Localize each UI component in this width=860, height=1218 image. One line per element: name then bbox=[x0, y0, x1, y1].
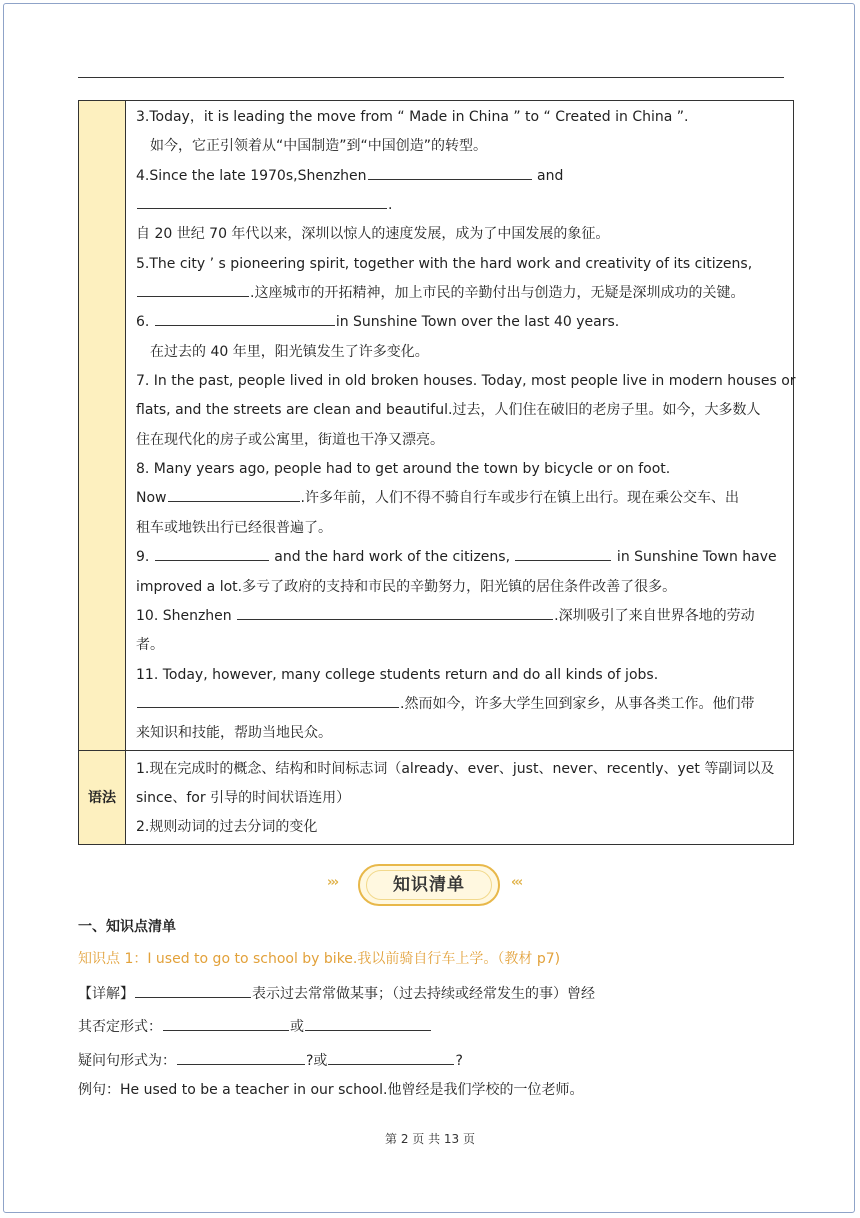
sentence-row bbox=[136, 543, 785, 572]
knowledge-point-title: 知识点 1：I used to go to school by bike.我以前骑自行车上学。（教材 p7) bbox=[78, 951, 561, 967]
answer-blank[interactable] bbox=[237, 605, 553, 620]
answer-blank[interactable] bbox=[155, 311, 335, 326]
sentence-row bbox=[136, 661, 785, 690]
sentence-row bbox=[136, 602, 785, 631]
row-text: in Sunshine Town have bbox=[612, 549, 777, 566]
sentence-row bbox=[136, 573, 785, 602]
row-text: flats, and the streets are clean and beautiful.过去，人们住在破旧的老房子里。如今，大多数人 bbox=[136, 402, 761, 419]
sentence-list bbox=[136, 101, 796, 750]
banner-title: 知识清单 bbox=[393, 875, 465, 895]
sentence-row bbox=[136, 162, 785, 191]
row-text: in Sunshine Town over the last 40 years. bbox=[335, 314, 620, 331]
sentence-row bbox=[136, 484, 785, 513]
sentence-row bbox=[136, 367, 796, 396]
row-text: and bbox=[532, 167, 564, 184]
row-text: 7. In the past, people lived in old broken houses. Today, most people live in modern houses or bbox=[136, 373, 796, 390]
sentence-row bbox=[136, 690, 785, 719]
negative-form-line bbox=[78, 1016, 432, 1036]
row-text: 10. Shenzhen bbox=[136, 607, 237, 624]
answer-blank[interactable] bbox=[135, 983, 251, 998]
detail-suffix: 表示过去常常做某事；（过去持续或经常发生的事）曾经 bbox=[252, 986, 595, 1002]
row-text: 5.The city ’ s pioneering spirit, together with the hard work and creativity of its citizens, bbox=[136, 255, 753, 272]
row-text: .然而如今，许多大学生回到家乡，从事各类工作。他们带 bbox=[400, 695, 755, 712]
grammar-content-cell bbox=[126, 750, 794, 844]
row-text: and the hard work of the citizens, bbox=[269, 549, 515, 566]
right-chevron-icon: ‹‹‹ bbox=[511, 875, 522, 890]
worksheet-content-cell bbox=[126, 101, 794, 751]
row-text: .许多年前，人们不得不骑自行车或步行在镇上出行。现在乘公交车、出 bbox=[300, 490, 739, 507]
answer-blank[interactable] bbox=[177, 1050, 305, 1065]
sentence-row bbox=[136, 308, 785, 337]
row-text: 3.Today，it is leading the move from “ Made in China ” to “ Created in China ”. bbox=[136, 109, 689, 125]
answer-blank[interactable] bbox=[137, 693, 399, 708]
section-banner bbox=[358, 864, 500, 906]
row-text: 6. bbox=[136, 314, 154, 331]
row-text: 11. Today, however, many college students return and do all kinds of jobs. bbox=[136, 666, 659, 683]
row-text: 如今，它正引领着从“中国制造”到“中国创造”的转型。 bbox=[150, 138, 488, 155]
sentence-row bbox=[136, 514, 785, 543]
detail-line bbox=[78, 983, 595, 1003]
header-rule bbox=[78, 77, 784, 78]
grammar-row: 2.规则动词的过去分词的变化 bbox=[136, 818, 318, 835]
answer-blank[interactable] bbox=[368, 165, 532, 180]
row-text: .这座城市的开拓精神，加上市民的辛勤付出与创造力，无疑是深圳成功的关键。 bbox=[250, 285, 745, 302]
row-text: 9. bbox=[136, 549, 154, 566]
question-prefix: 疑问句形式为： bbox=[78, 1053, 176, 1069]
grammar-list bbox=[136, 751, 785, 844]
sentence-row bbox=[136, 396, 785, 425]
question-or: ?或 bbox=[306, 1053, 328, 1069]
answer-blank[interactable] bbox=[163, 1016, 289, 1031]
left-chevron-icon: ››› bbox=[327, 875, 338, 890]
row-text: 8. Many years ago, people had to get around the town by bicycle or on foot. bbox=[136, 461, 671, 478]
sentence-row bbox=[136, 426, 785, 455]
row-text: improved a lot.多亏了政府的支持和市民的辛勤努力，阳光镇的居住条件改善了很多。 bbox=[136, 578, 677, 595]
negative-prefix: 其否定形式： bbox=[78, 1019, 162, 1035]
sentence-row bbox=[136, 455, 785, 484]
detail-prefix: 【详解】 bbox=[78, 986, 134, 1002]
row-text: . bbox=[388, 197, 393, 214]
grammar-label: 语法 bbox=[79, 750, 126, 844]
page-number: 第 2 页 共 13 页 bbox=[385, 1132, 475, 1146]
row-text: 自 20 世纪 70 年代以来，深圳以惊人的速度发展，成为了中国发展的象征。 bbox=[136, 226, 610, 243]
answer-blank[interactable] bbox=[515, 546, 611, 561]
negative-or: 或 bbox=[290, 1019, 304, 1035]
sentence-row bbox=[136, 220, 785, 249]
row-text: .深圳吸引了来自世界各地的劳动 bbox=[554, 607, 755, 624]
row-text: Now bbox=[136, 490, 167, 507]
question-form-line bbox=[78, 1050, 463, 1070]
question-end: ? bbox=[455, 1053, 463, 1069]
row-text: 在过去的 40 年里，阳光镇发生了许多变化。 bbox=[150, 343, 429, 360]
worksheet-side-cell bbox=[79, 101, 126, 751]
grammar-row: since、for 引导的时间状语连用） bbox=[136, 789, 351, 806]
worksheet-table bbox=[78, 100, 794, 845]
answer-blank[interactable] bbox=[137, 282, 249, 297]
sentence-row bbox=[136, 191, 785, 220]
sentence-row bbox=[136, 279, 785, 308]
row-text: 者。 bbox=[136, 637, 164, 654]
sentence-row bbox=[136, 338, 785, 367]
sentence-row bbox=[136, 250, 785, 279]
row-text: 住在现代化的房子或公寓里，街道也干净又漂亮。 bbox=[136, 431, 444, 448]
answer-blank[interactable] bbox=[328, 1050, 454, 1065]
row-text: 来知识和技能，帮助当地民众。 bbox=[136, 725, 332, 742]
sentence-row bbox=[136, 631, 785, 660]
sentence-row bbox=[136, 103, 785, 132]
sentence-row bbox=[136, 719, 785, 748]
section-heading: 一、知识点清单 bbox=[78, 919, 176, 935]
grammar-row: 1.现在完成时的概念、结构和时间标志词（already、ever、just、never、recently、yet 等副词以及 bbox=[136, 760, 775, 777]
example-sentence: 例句：He used to be a teacher in our school.他曾经是我们学校的一位老师。 bbox=[78, 1082, 584, 1098]
sentence-row bbox=[136, 132, 785, 161]
answer-blank[interactable] bbox=[305, 1016, 431, 1031]
answer-blank[interactable] bbox=[155, 546, 269, 561]
answer-blank[interactable] bbox=[168, 487, 300, 502]
row-text: 4.Since the late 1970s,Shenzhen bbox=[136, 167, 367, 184]
answer-blank[interactable] bbox=[137, 194, 387, 209]
row-text: 租车或地铁出行已经很普遍了。 bbox=[136, 519, 332, 536]
